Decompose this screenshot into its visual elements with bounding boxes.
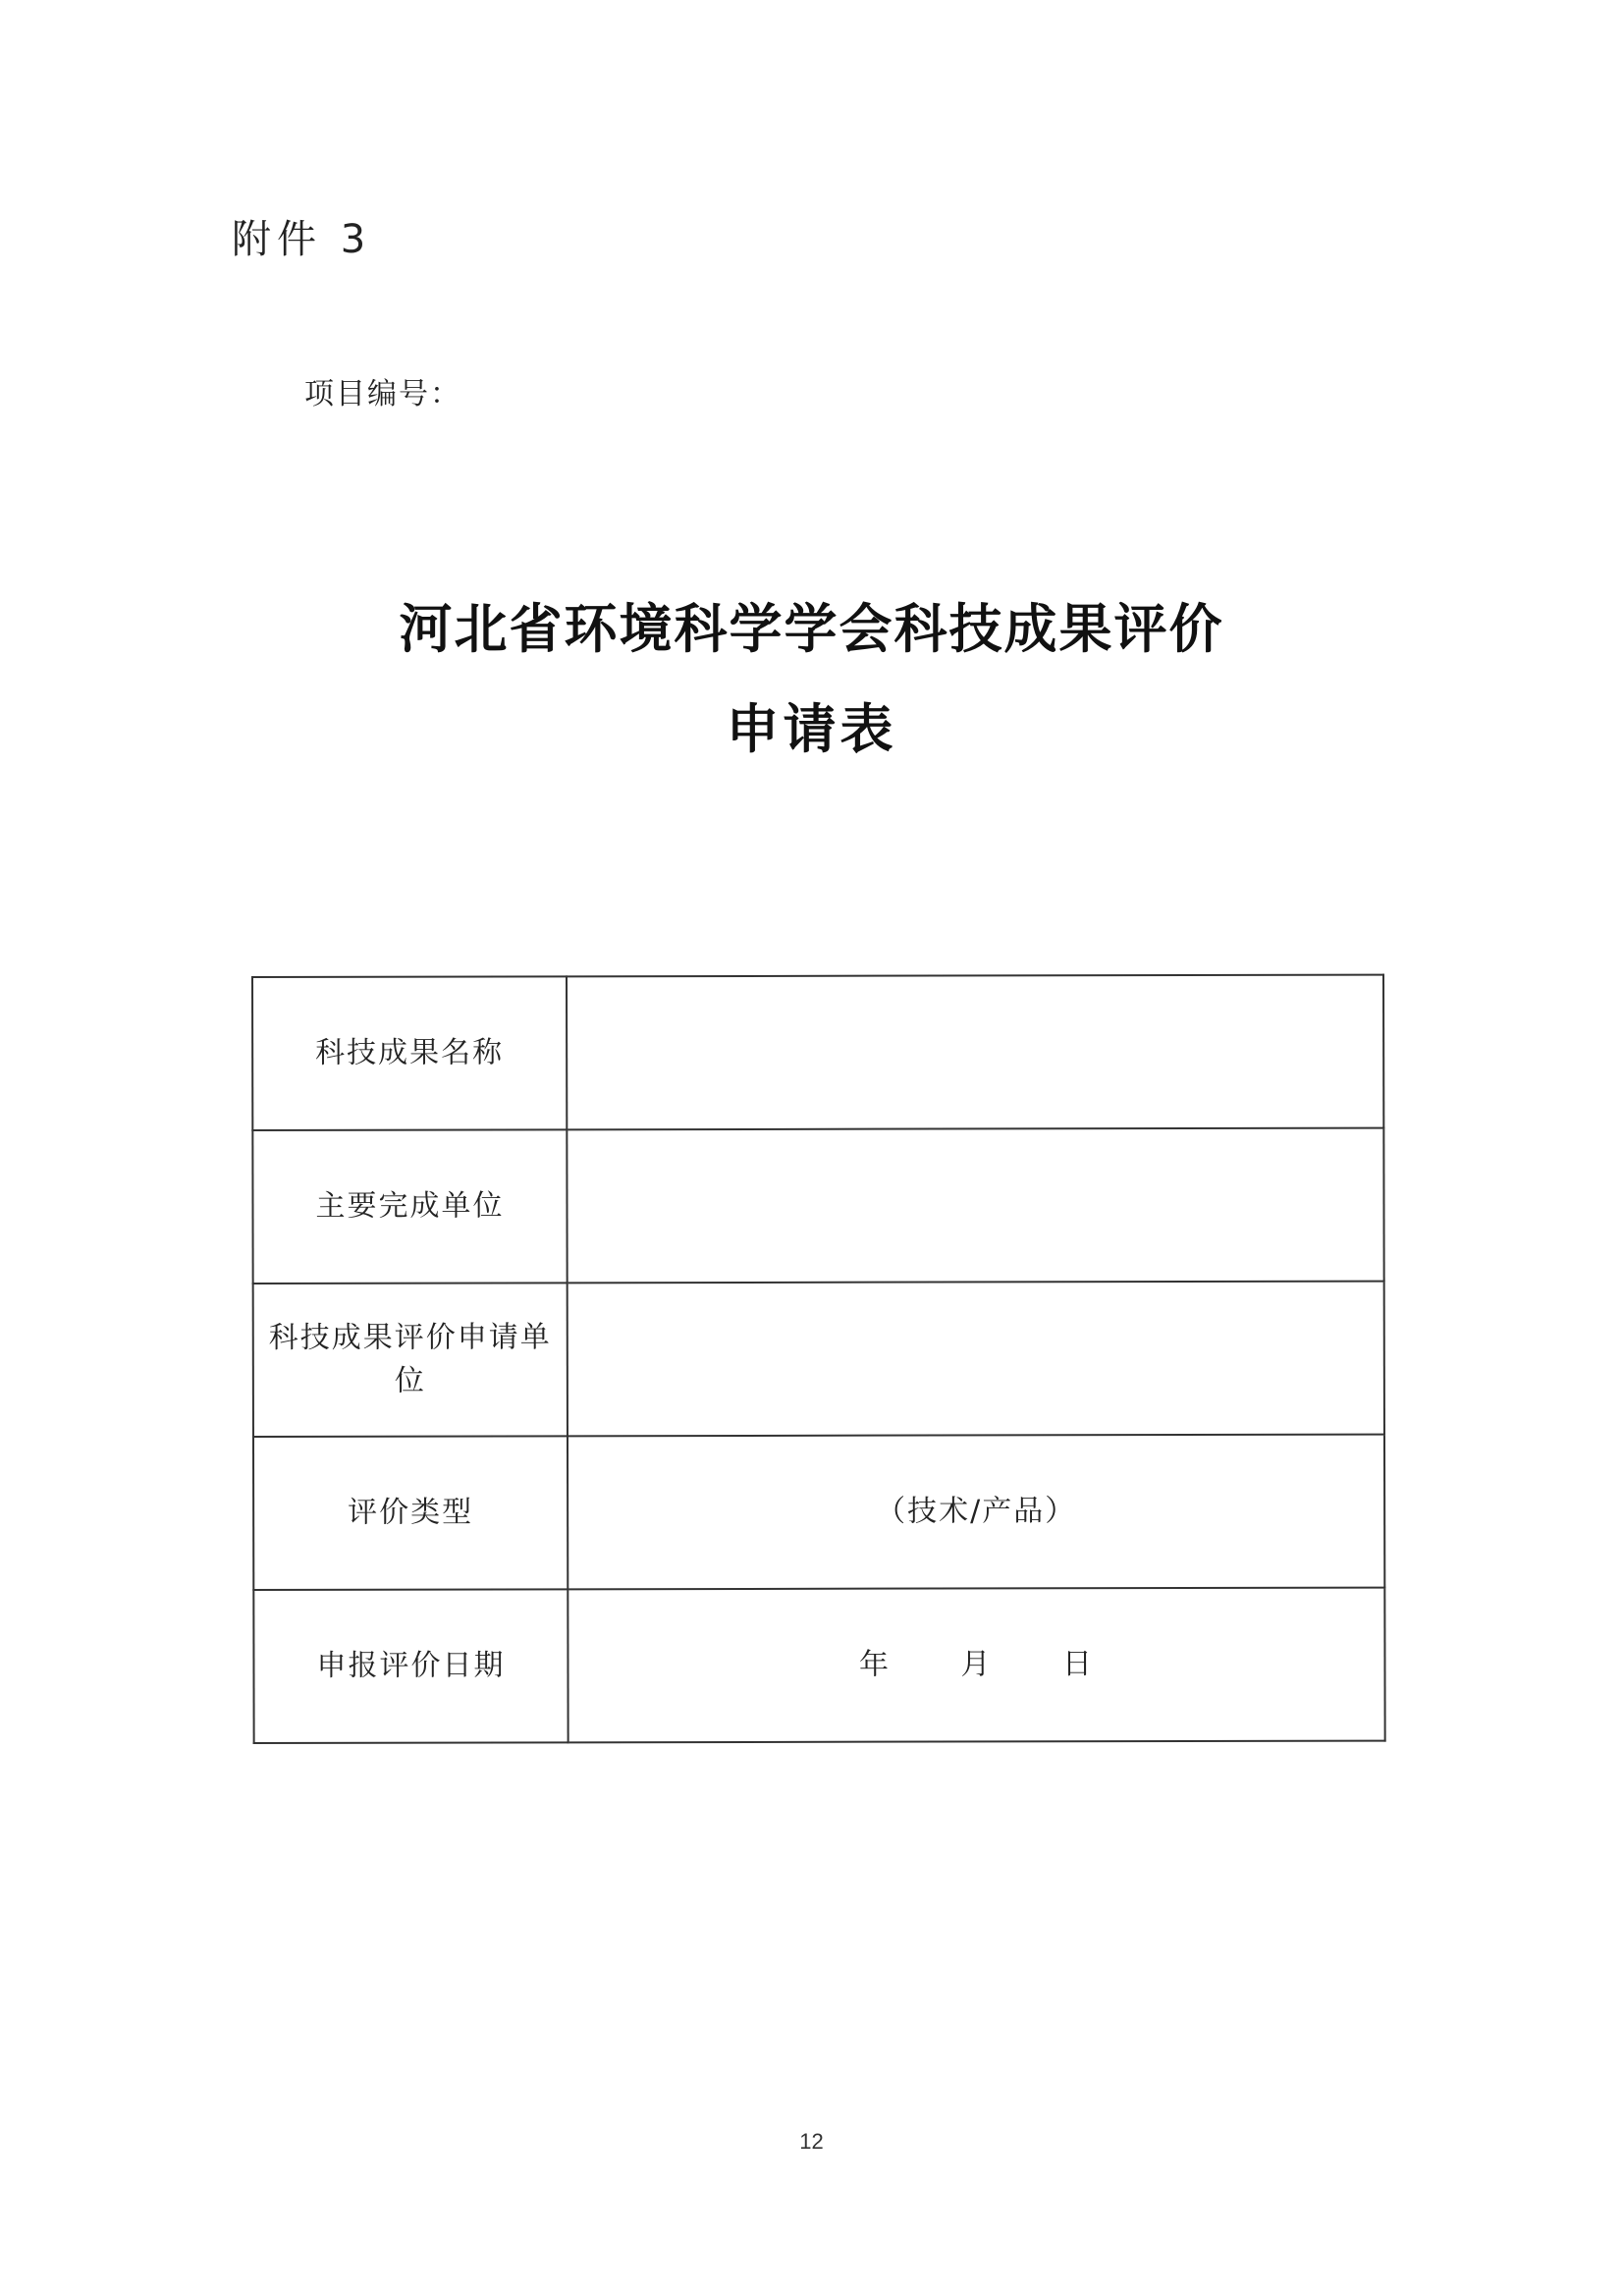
achievement-name-label: 科技成果名称 xyxy=(252,976,567,1130)
page-number: 12 xyxy=(799,2129,824,2154)
form-row-evaluation-type xyxy=(253,1435,1384,1590)
document-subtitle: 申请表 xyxy=(726,697,897,760)
form-row-achievement-name xyxy=(252,975,1383,1130)
evaluation-type-label: 评价类型 xyxy=(253,1436,568,1590)
document-title: 河北省环境科学学会科技成果评价 xyxy=(399,597,1224,660)
form-row-main-unit xyxy=(252,1128,1383,1284)
applicant-unit-label: 科技成果评价申请单位 xyxy=(253,1283,568,1437)
evaluation-type-field[interactable]: （技术/产品） xyxy=(568,1435,1384,1590)
attachment-label: 附件 3 xyxy=(232,217,372,262)
date-year: 年 xyxy=(858,1647,891,1682)
main-unit-label: 主要完成单位 xyxy=(252,1129,567,1284)
application-form-table xyxy=(251,974,1386,1744)
date-day: 日 xyxy=(1061,1647,1095,1682)
project-number-label: 项目编号： xyxy=(304,377,461,411)
form-row-application-date xyxy=(253,1588,1384,1743)
form-row-applicant-unit xyxy=(253,1282,1384,1437)
application-date-field[interactable] xyxy=(568,1588,1384,1743)
main-unit-field[interactable] xyxy=(567,1128,1383,1284)
date-month: 月 xyxy=(960,1647,993,1682)
applicant-unit-field[interactable] xyxy=(568,1282,1384,1437)
achievement-name-field[interactable] xyxy=(567,975,1383,1130)
application-date-label: 申报评价日期 xyxy=(253,1589,568,1743)
